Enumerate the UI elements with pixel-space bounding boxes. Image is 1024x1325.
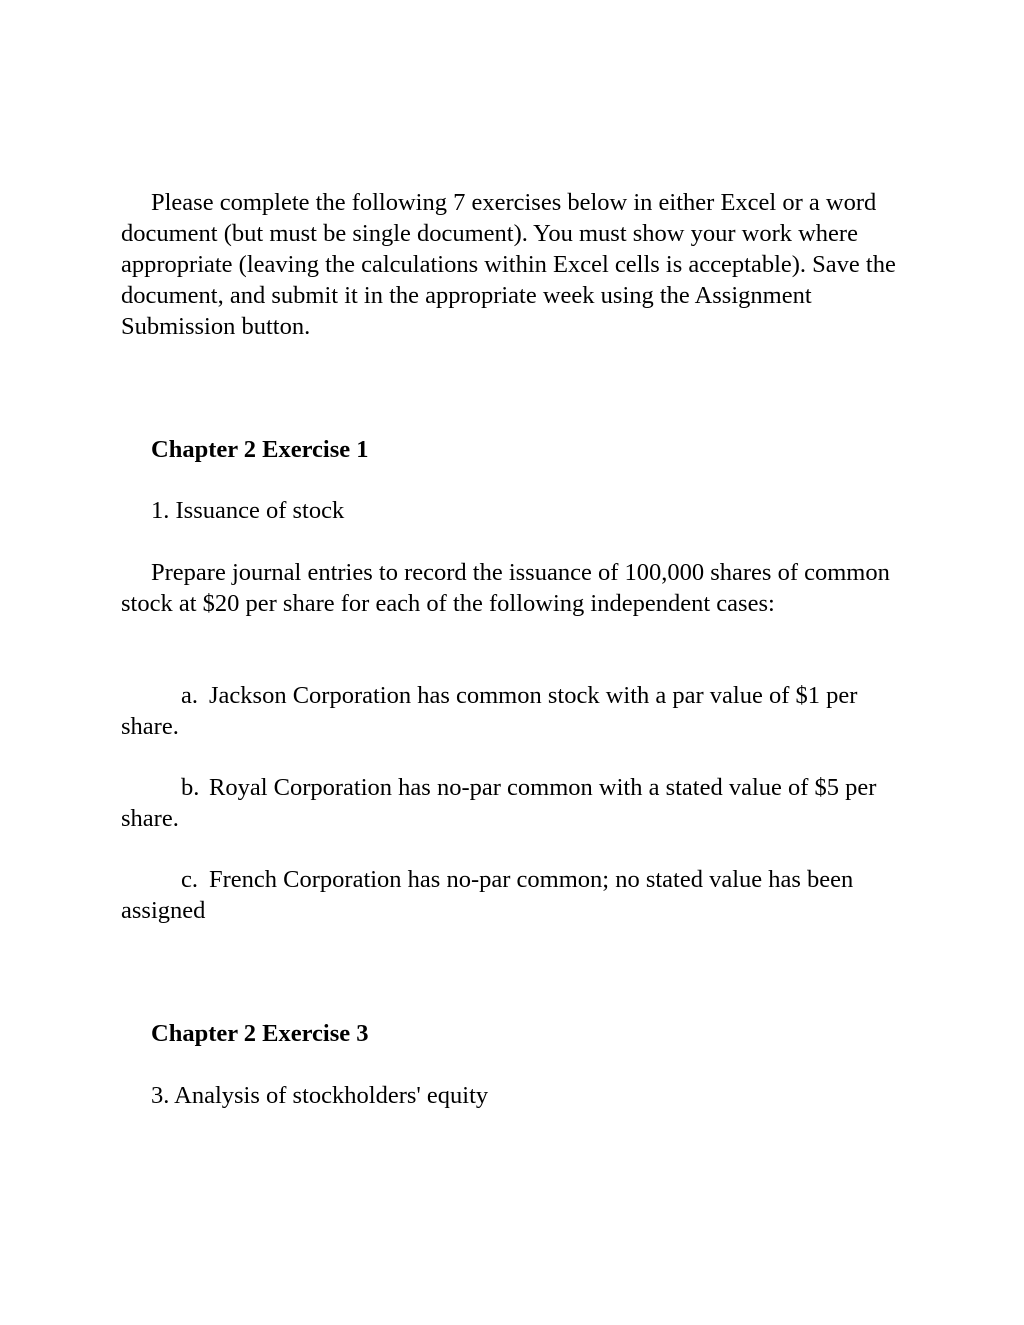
item-b-letter: b. [181,774,200,801]
item-a-letter: a. [181,682,198,709]
item-c-letter: c. [181,866,198,893]
exercise-3-heading: Chapter 2 Exercise 3 [151,1020,369,1047]
exercise-3-title: 3. Analysis of stockholders' equity [151,1082,489,1109]
exercise-1-heading: Chapter 2 Exercise 1 [151,436,369,463]
exercise-1-item-a [121,680,911,742]
exercise-1-item-c [121,864,911,926]
exercise-1-title: 1. Issuance of stock [151,497,345,524]
item-b-text: Royal Corporation has no-par common with a stated value of $5 per share. [121,774,877,832]
item-a-text: Jackson Corporation has common stock with a par value of $1 per share. [121,682,858,740]
exercise-1-item-b [121,772,911,834]
exercise-1-prompt: Prepare journal entries to record the issuance of 100,000 shares of common stock at $20 per share for each of the following independent cases: [121,559,890,617]
item-c-text: French Corporation has no-par common; no stated value has been assigned [121,866,854,924]
intro-paragraph: Please complete the following 7 exercises below in either Excel or a word document (but must be single document). You must show your work where appropriate (leaving the calculations within Excel cells is acceptable). Save the document, and submit it in the appropriate week using the Assignment Submission button. [121,189,896,340]
